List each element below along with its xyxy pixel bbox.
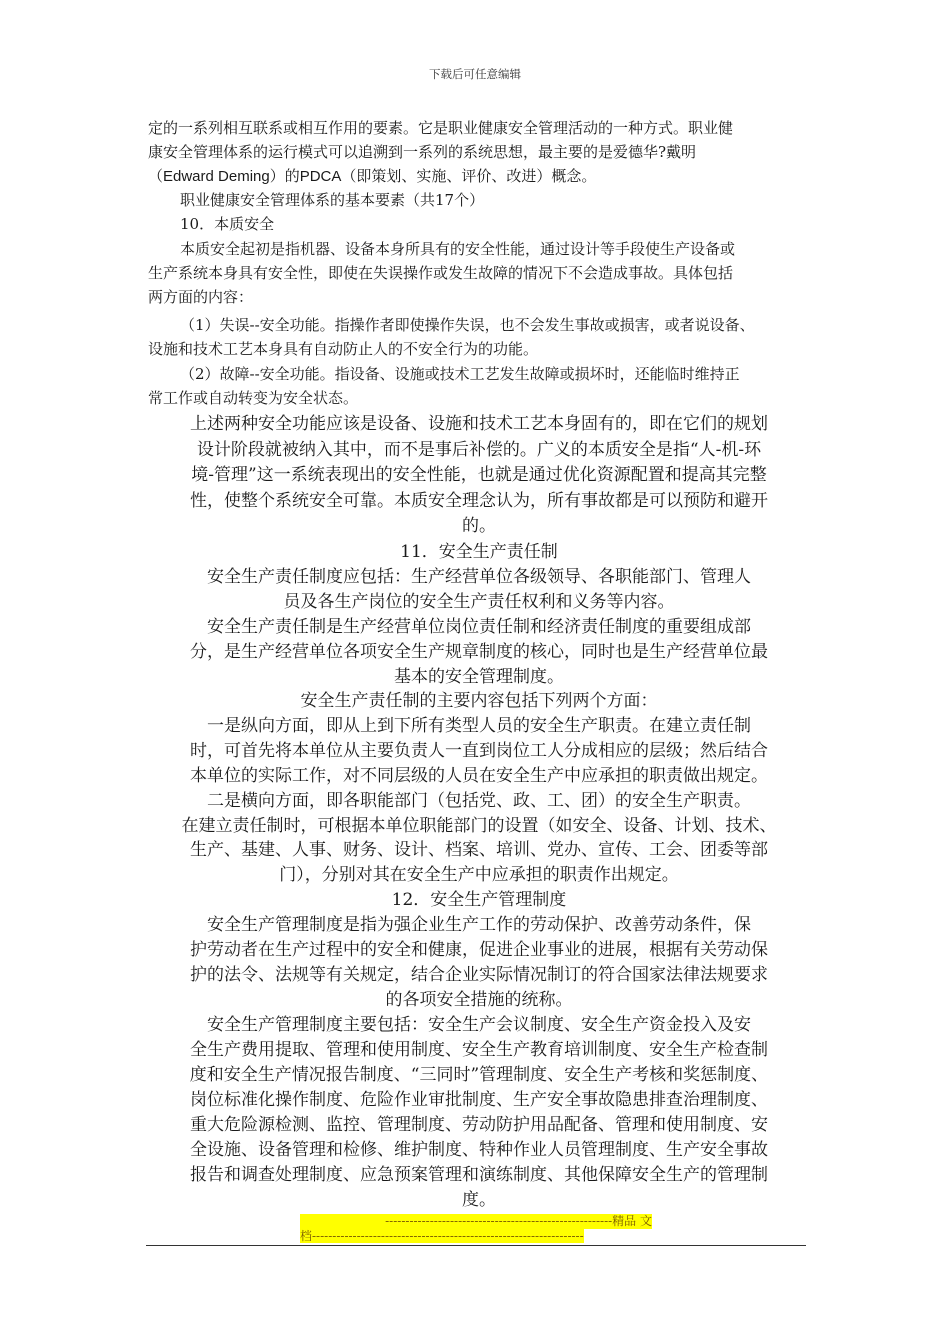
text-line: 境-管理”这一系统表现出的安全性能，也就是通过优化资源配置和提高其完整 (191, 465, 767, 485)
text-line: 门），分别对其在安全生产中应承担的职责作出规定。 (279, 865, 679, 885)
text-line: 安全生产责任制是生产经营单位岗位责任制和经济责任制度的重要组成部 (207, 617, 751, 637)
text-line: 职业健康安全管理体系的基本要素（共17个） (180, 191, 485, 209)
text-line: （Edward Deming）的PDCA（即策划、实施、评价、改进）概念。 (148, 168, 597, 185)
text-line: （1）失误--安全功能。指操作者即使操作失误，也不会发生事故或损害，或者说设备、 (180, 316, 755, 334)
text-line: 常工作或自动转变为安全状态。 (148, 389, 359, 407)
text-line: 安全生产管理制度主要包括：安全生产会议制度、安全生产资金投入及安 (207, 1015, 751, 1035)
text-line: 安全生产管理制度是指为强企业生产工作的劳动保护、改善劳动条件，保 (207, 915, 751, 935)
section-heading: 10．本质安全 (180, 215, 275, 233)
text-line: 康安全管理体系的运行模式可以追溯到一系列的系统思想，最主要的是爱德华?戴明 (148, 143, 697, 161)
text-line: 定的一系列相互联系或相互作用的要素。它是职业健康安全管理活动的一种方式。职业健 (148, 119, 734, 137)
text-line: 员及各生产岗位的安全生产责任权利和义务等内容。 (283, 592, 675, 612)
text-line: 度和安全生产情况报告制度、“三同时”管理制度、安全生产考核和奖惩制度、 (189, 1065, 769, 1085)
text-line: 在建立责任制时，可根据本单位职能部门的设置（如安全、设备、计划、技术、 (181, 816, 777, 836)
text-line: 设计阶段就被纳入其中，而不是事后补偿的。广义的本质安全是指“人-机-环 (196, 440, 762, 460)
text-line: 两方面的内容： (148, 288, 254, 306)
text-line: 生产、基建、人事、财务、设计、档案、培训、党办、宣传、工会、团委等部 (190, 840, 768, 860)
text-line: 重大危险源检测、监控、管理制度、劳动防护用品配备、管理和使用制度、安 (190, 1115, 768, 1135)
text-line: （2）故障--安全功能。指设备、设施或技术工艺发生故障或损坏时，还能临时维持正 (180, 365, 740, 383)
text-line: 的各项安全措施的统称。 (385, 990, 573, 1010)
text-line: 度。 (462, 1190, 496, 1210)
text-line: 报告和调查处理制度、应急预案管理和演练制度、其他保障安全生产的管理制 (190, 1165, 768, 1185)
text-line: 的。 (462, 516, 496, 536)
section-heading: 11．安全生产责任制 (400, 542, 558, 562)
text-line: 二是横向方面，即各职能部门（包括党、政、工、团）的安全生产职责。 (207, 791, 751, 811)
text-line: 安全生产责任制度应包括：生产经营单位各级领导、各职能部门、管理人 (207, 567, 751, 587)
text-line: 安全生产责任制的主要内容包括下列两个方面： (300, 691, 658, 711)
text-line: 基本的安全管理制度。 (394, 667, 564, 687)
footer-line-1: --------------------------------------------------------精品 文 (300, 1214, 652, 1229)
text-line: 本单位的实际工作，对不同层级的人员在安全生产中应承担的职责做出规定。 (190, 766, 768, 786)
text-line: 生产系统本身具有安全性，即使在失误操作或发生故障的情况下不会造成事故。具体包括 (148, 264, 734, 282)
text-line: 上述两种安全功能应该是设备、设施和技术工艺本身固有的，即在它们的规划 (190, 414, 768, 434)
text-line: 分，是生产经营单位各项安全生产规章制度的核心，同时也是生产经营单位最 (190, 642, 768, 662)
section-heading: 12．安全生产管理制度 (391, 890, 567, 910)
text-line: 性，使整个系统安全可靠。本质安全理念认为，所有事故都是可以预防和避开 (190, 491, 768, 511)
text-line: 护的法令、法规等有关规定，结合企业实际情况制订的符合国家法律法规要求 (190, 965, 768, 985)
page-header: 下载后可任意编辑 (429, 67, 521, 81)
text-line: 全设施、设备管理和检修、维护制度、特种作业人员管理制度、生产安全事故 (190, 1140, 768, 1160)
footer-line-2: 档------------------------------------------------------------------- (300, 1229, 584, 1243)
text-line: 护劳动者在生产过程中的安全和健康，促进企业事业的进展，根据有关劳动保 (190, 940, 768, 960)
footer-divider (146, 1245, 806, 1246)
text-line: 全生产费用提取、管理和使用制度、安全生产教育培训制度、安全生产检查制 (190, 1040, 768, 1060)
text-line: 设施和技术工艺本身具有自动防止人的不安全行为的功能。 (148, 340, 539, 358)
text-line: 岗位标准化操作制度、危险作业审批制度、生产安全事故隐患排查治理制度、 (190, 1090, 768, 1110)
text-line: 时，可首先将本单位从主要负责人一直到岗位工人分成相应的层级；然后结合 (190, 741, 768, 761)
footer-watermark (300, 1214, 652, 1244)
text-line: 一是纵向方面，即从上到下所有类型人员的安全生产职责。在建立责任制 (207, 716, 751, 736)
text-line: 本质安全起初是指机器、设备本身所具有的安全性能，通过设计等手段使生产设备或 (180, 240, 736, 258)
